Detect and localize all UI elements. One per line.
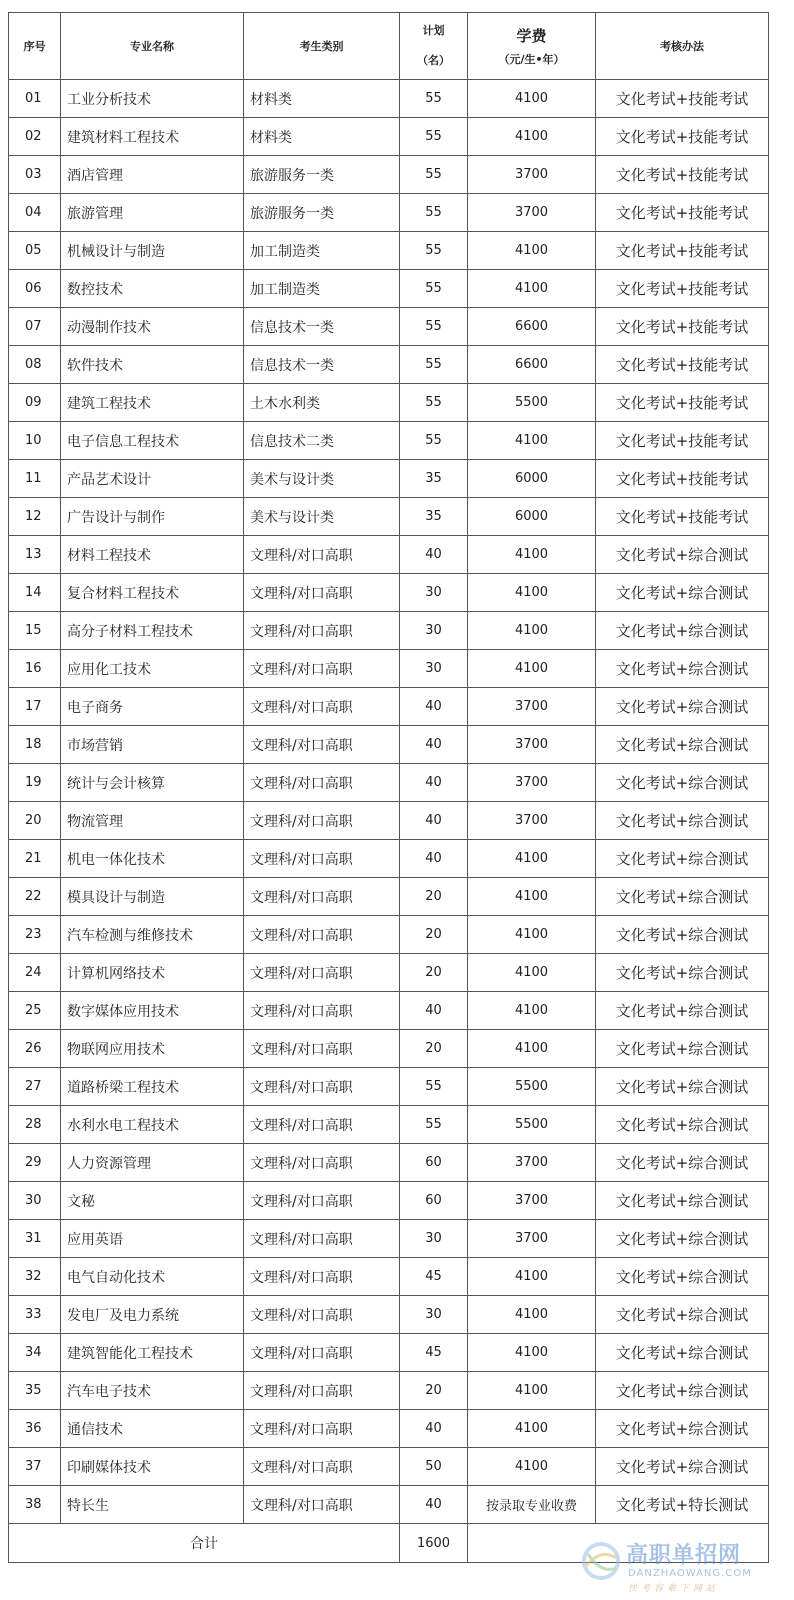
row-fee: 3700 [468,1220,596,1258]
row-major: 建筑智能化工程技术 [61,1334,244,1372]
header-plan [400,13,468,80]
row-fee: 4100 [468,270,596,308]
row-plan: 40 [400,992,468,1030]
row-seq: 37 [9,1448,61,1486]
row-method: 文化考试+综合测试 [596,1030,769,1068]
row-fee: 4100 [468,232,596,270]
row-method: 文化考试+技能考试 [596,80,769,118]
row-plan: 55 [400,1106,468,1144]
row-category: 美术与设计类 [244,460,400,498]
row-major: 酒店管理 [61,156,244,194]
row-method: 文化考试+技能考试 [596,498,769,536]
row-method: 文化考试+综合测试 [596,1220,769,1258]
row-method: 文化考试+综合测试 [596,916,769,954]
total-value: 1600 [400,1524,468,1563]
row-method: 文化考试+综合测试 [596,840,769,878]
table-row [9,232,769,270]
row-plan: 55 [400,194,468,232]
row-major: 水利水电工程技术 [61,1106,244,1144]
row-fee: 4100 [468,536,596,574]
row-seq: 20 [9,802,61,840]
table-row [9,194,769,232]
table-row [9,1106,769,1144]
row-plan: 35 [400,460,468,498]
table-row [9,650,769,688]
row-method: 文化考试+技能考试 [596,384,769,422]
row-category: 文理科/对口高职 [244,1448,400,1486]
row-fee: 5500 [468,1106,596,1144]
row-major: 动漫制作技术 [61,308,244,346]
header-fee-line1: 学费 [516,27,547,45]
row-seq: 15 [9,612,61,650]
row-method: 文化考试+技能考试 [596,270,769,308]
row-major: 复合材料工程技术 [61,574,244,612]
row-major: 产品艺术设计 [61,460,244,498]
row-major: 应用英语 [61,1220,244,1258]
row-method: 文化考试+综合测试 [596,688,769,726]
table-row [9,1068,769,1106]
row-major: 文秘 [61,1182,244,1220]
row-seq: 07 [9,308,61,346]
watermark-brand: 高职单招网 [626,1543,742,1568]
table-row [9,1182,769,1220]
row-category: 文理科/对口高职 [244,840,400,878]
row-method: 文化考试+技能考试 [596,156,769,194]
row-category: 文理科/对口高职 [244,1486,400,1524]
row-major: 机械设计与制造 [61,232,244,270]
table-row [9,574,769,612]
header-plan-line2: （名） [417,54,450,67]
row-seq: 33 [9,1296,61,1334]
row-plan: 55 [400,308,468,346]
row-fee: 4100 [468,1410,596,1448]
row-method: 文化考试+综合测试 [596,878,769,916]
row-category: 文理科/对口高职 [244,536,400,574]
globe-logo-icon [580,1540,622,1582]
row-fee: 6000 [468,460,596,498]
row-major: 软件技术 [61,346,244,384]
row-fee: 4100 [468,1296,596,1334]
row-seq: 38 [9,1486,61,1524]
row-major: 市场营销 [61,726,244,764]
row-major: 数控技术 [61,270,244,308]
table-row [9,1334,769,1372]
row-category: 文理科/对口高职 [244,802,400,840]
row-major: 计算机网络技术 [61,954,244,992]
table-row [9,916,769,954]
row-category: 旅游服务一类 [244,156,400,194]
row-major: 模具设计与制造 [61,878,244,916]
row-seq: 35 [9,1372,61,1410]
row-plan: 30 [400,1296,468,1334]
table-row [9,308,769,346]
row-category: 文理科/对口高职 [244,1144,400,1182]
row-plan: 55 [400,1068,468,1106]
row-method: 文化考试+综合测试 [596,1410,769,1448]
row-method: 文化考试+综合测试 [596,1068,769,1106]
row-category: 加工制造类 [244,232,400,270]
row-seq: 25 [9,992,61,1030]
row-category: 文理科/对口高职 [244,612,400,650]
row-category: 文理科/对口高职 [244,878,400,916]
row-fee: 3700 [468,726,596,764]
admissions-table [8,12,769,1563]
row-major: 汽车电子技术 [61,1372,244,1410]
row-category: 旅游服务一类 [244,194,400,232]
row-category: 文理科/对口高职 [244,1220,400,1258]
header-seq: 序号 [9,13,61,80]
row-method: 文化考试+综合测试 [596,650,769,688]
row-fee: 4100 [468,1334,596,1372]
row-major: 机电一体化技术 [61,840,244,878]
row-method: 文化考试+综合测试 [596,1372,769,1410]
table-row [9,498,769,536]
row-category: 信息技术一类 [244,308,400,346]
row-plan: 20 [400,916,468,954]
table-row [9,954,769,992]
row-category: 文理科/对口高职 [244,954,400,992]
table-row [9,1030,769,1068]
header-fee [468,13,596,80]
header-major: 专业名称 [61,13,244,80]
row-plan: 60 [400,1144,468,1182]
row-seq: 21 [9,840,61,878]
row-category: 文理科/对口高职 [244,992,400,1030]
row-fee: 6600 [468,308,596,346]
row-category: 文理科/对口高职 [244,688,400,726]
row-seq: 32 [9,1258,61,1296]
row-category: 文理科/对口高职 [244,1410,400,1448]
row-seq: 08 [9,346,61,384]
row-major: 电子信息工程技术 [61,422,244,460]
table-row [9,1258,769,1296]
row-method: 文化考试+技能考试 [596,232,769,270]
row-method: 文化考试+综合测试 [596,1334,769,1372]
row-fee: 5500 [468,1068,596,1106]
row-method: 文化考试+综合测试 [596,764,769,802]
row-plan: 40 [400,726,468,764]
row-category: 文理科/对口高职 [244,764,400,802]
row-major: 材料工程技术 [61,536,244,574]
table-row [9,688,769,726]
row-fee: 4100 [468,574,596,612]
row-method: 文化考试+综合测试 [596,536,769,574]
row-method: 文化考试+技能考试 [596,308,769,346]
row-plan: 40 [400,1486,468,1524]
table-row [9,536,769,574]
row-category: 文理科/对口高职 [244,1030,400,1068]
table-row [9,270,769,308]
row-plan: 45 [400,1334,468,1372]
table-row [9,1144,769,1182]
row-method: 文化考试+技能考试 [596,346,769,384]
row-fee: 5500 [468,384,596,422]
row-fee: 4100 [468,840,596,878]
row-plan: 55 [400,118,468,156]
row-plan: 20 [400,1372,468,1410]
row-major: 物联网应用技术 [61,1030,244,1068]
row-plan: 35 [400,498,468,536]
row-seq: 16 [9,650,61,688]
row-plan: 40 [400,764,468,802]
row-method: 文化考试+技能考试 [596,422,769,460]
row-category: 美术与设计类 [244,498,400,536]
row-fee: 4100 [468,992,596,1030]
row-seq: 11 [9,460,61,498]
row-major: 物流管理 [61,802,244,840]
row-fee: 4100 [468,422,596,460]
row-major: 高分子材料工程技术 [61,612,244,650]
table-row [9,1372,769,1410]
row-seq: 24 [9,954,61,992]
table-row [9,612,769,650]
row-category: 文理科/对口高职 [244,726,400,764]
row-fee: 3700 [468,156,596,194]
row-method: 文化考试+综合测试 [596,1258,769,1296]
total-label: 合计 [9,1524,400,1563]
row-category: 文理科/对口高职 [244,574,400,612]
row-plan: 20 [400,878,468,916]
row-major: 特长生 [61,1486,244,1524]
row-fee: 3700 [468,194,596,232]
row-category: 加工制造类 [244,270,400,308]
row-category: 文理科/对口高职 [244,1372,400,1410]
row-category: 文理科/对口高职 [244,916,400,954]
table-row [9,764,769,802]
row-fee: 6600 [468,346,596,384]
row-seq: 19 [9,764,61,802]
row-seq: 34 [9,1334,61,1372]
table-row [9,878,769,916]
row-major: 人力资源管理 [61,1144,244,1182]
row-seq: 10 [9,422,61,460]
row-major: 电气自动化技术 [61,1258,244,1296]
row-plan: 55 [400,270,468,308]
row-major: 印刷媒体技术 [61,1448,244,1486]
row-method: 文化考试+综合测试 [596,1182,769,1220]
header-method: 考核办法 [596,13,769,80]
header-plan-line1: 计划 [422,24,445,37]
row-method: 文化考试+综合测试 [596,1106,769,1144]
row-plan: 20 [400,954,468,992]
table-row [9,840,769,878]
table-row [9,1448,769,1486]
row-major: 旅游管理 [61,194,244,232]
row-plan: 40 [400,688,468,726]
row-major: 通信技术 [61,1410,244,1448]
row-major: 应用化工技术 [61,650,244,688]
row-method: 文化考试+综合测试 [596,992,769,1030]
row-method: 文化考试+综合测试 [596,574,769,612]
row-method: 文化考试+综合测试 [596,954,769,992]
row-major: 统计与会计核算 [61,764,244,802]
row-plan: 40 [400,802,468,840]
row-major: 数字媒体应用技术 [61,992,244,1030]
row-category: 文理科/对口高职 [244,1334,400,1372]
table-header-row [9,13,769,80]
row-seq: 29 [9,1144,61,1182]
row-plan: 55 [400,80,468,118]
row-plan: 40 [400,1410,468,1448]
table-row [9,726,769,764]
row-seq: 12 [9,498,61,536]
row-fee: 4100 [468,1258,596,1296]
watermark [580,1536,780,1596]
row-seq: 18 [9,726,61,764]
row-fee: 3700 [468,802,596,840]
header-fee-line2: （元/生•年） [498,53,565,66]
row-method: 文化考试+综合测试 [596,1296,769,1334]
row-seq: 36 [9,1410,61,1448]
row-seq: 28 [9,1106,61,1144]
row-fee: 4100 [468,650,596,688]
row-method: 文化考试+综合测试 [596,726,769,764]
row-method: 文化考试+技能考试 [596,118,769,156]
row-fee: 6000 [468,498,596,536]
table-row [9,384,769,422]
row-method: 文化考试+综合测试 [596,802,769,840]
row-major: 电子商务 [61,688,244,726]
row-seq: 22 [9,878,61,916]
row-fee: 3700 [468,1144,596,1182]
row-category: 材料类 [244,118,400,156]
table-row [9,346,769,384]
row-seq: 26 [9,1030,61,1068]
row-major: 建筑材料工程技术 [61,118,244,156]
row-fee: 4100 [468,878,596,916]
row-method: 文化考试+特长测试 [596,1486,769,1524]
row-fee: 3700 [468,764,596,802]
row-fee: 4100 [468,612,596,650]
watermark-tagline: 快考容难下网站 [628,1584,720,1594]
row-category: 土木水利类 [244,384,400,422]
table-row [9,156,769,194]
row-major: 发电厂及电力系统 [61,1296,244,1334]
row-fee: 4100 [468,118,596,156]
row-method: 文化考试+综合测试 [596,1144,769,1182]
row-seq: 09 [9,384,61,422]
row-major: 汽车检测与维修技术 [61,916,244,954]
row-plan: 45 [400,1258,468,1296]
table-row [9,80,769,118]
table-row [9,1296,769,1334]
row-fee: 4100 [468,80,596,118]
table-row [9,1486,769,1524]
row-plan: 40 [400,536,468,574]
row-fee: 4100 [468,1030,596,1068]
row-method: 文化考试+综合测试 [596,612,769,650]
row-fee: 4100 [468,1448,596,1486]
row-plan: 40 [400,840,468,878]
header-category: 考生类别 [244,13,400,80]
row-major: 道路桥梁工程技术 [61,1068,244,1106]
row-seq: 05 [9,232,61,270]
row-category: 材料类 [244,80,400,118]
row-method: 文化考试+综合测试 [596,1448,769,1486]
row-fee: 3700 [468,1182,596,1220]
row-category: 文理科/对口高职 [244,1296,400,1334]
row-category: 文理科/对口高职 [244,650,400,688]
row-plan: 30 [400,574,468,612]
row-category: 信息技术二类 [244,422,400,460]
table-row [9,992,769,1030]
row-major: 建筑工程技术 [61,384,244,422]
row-plan: 55 [400,384,468,422]
row-seq: 02 [9,118,61,156]
watermark-domain: DANZHAOWANG.COM [628,1568,752,1579]
row-plan: 20 [400,1030,468,1068]
row-category: 文理科/对口高职 [244,1182,400,1220]
row-category: 文理科/对口高职 [244,1068,400,1106]
table-row [9,422,769,460]
row-plan: 55 [400,422,468,460]
row-seq: 17 [9,688,61,726]
table-row [9,118,769,156]
row-category: 信息技术一类 [244,346,400,384]
row-plan: 55 [400,346,468,384]
row-plan: 30 [400,612,468,650]
row-fee: 4100 [468,954,596,992]
row-plan: 30 [400,650,468,688]
row-seq: 06 [9,270,61,308]
row-major: 广告设计与制作 [61,498,244,536]
row-method: 文化考试+技能考试 [596,460,769,498]
row-method: 文化考试+技能考试 [596,194,769,232]
table-row [9,1220,769,1258]
row-plan: 55 [400,156,468,194]
row-fee: 3700 [468,688,596,726]
row-seq: 03 [9,156,61,194]
row-fee: 4100 [468,916,596,954]
table-row [9,1410,769,1448]
row-fee: 按录取专业收费 [468,1486,596,1524]
row-seq: 13 [9,536,61,574]
row-plan: 60 [400,1182,468,1220]
row-seq: 01 [9,80,61,118]
row-seq: 23 [9,916,61,954]
row-plan: 30 [400,1220,468,1258]
row-plan: 50 [400,1448,468,1486]
row-seq: 27 [9,1068,61,1106]
table-body [9,80,769,1524]
row-category: 文理科/对口高职 [244,1106,400,1144]
table-row [9,460,769,498]
row-seq: 04 [9,194,61,232]
row-major: 工业分析技术 [61,80,244,118]
row-plan: 55 [400,232,468,270]
row-fee: 4100 [468,1372,596,1410]
row-seq: 30 [9,1182,61,1220]
row-seq: 14 [9,574,61,612]
row-seq: 31 [9,1220,61,1258]
table-row [9,802,769,840]
row-category: 文理科/对口高职 [244,1258,400,1296]
